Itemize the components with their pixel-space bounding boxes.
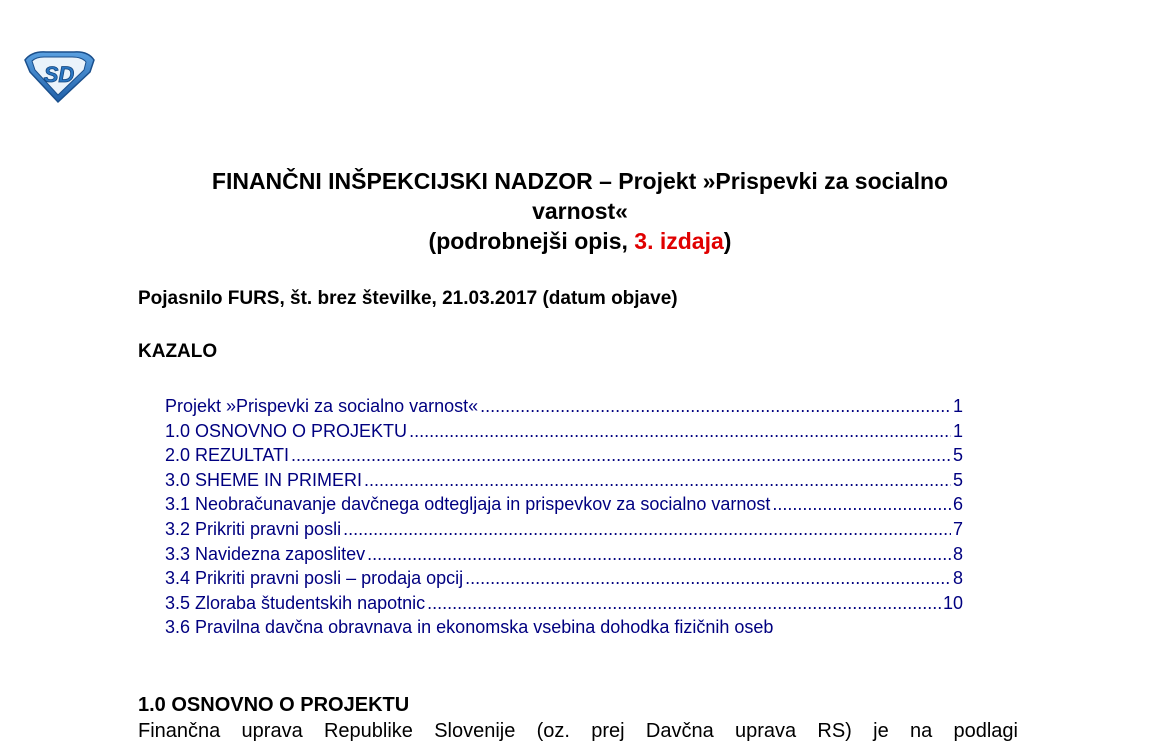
toc-entry-page: 8 xyxy=(952,543,963,564)
toc-entry-page: 1 xyxy=(952,396,963,416)
toc-entry-title: 3.3 Navidezna zaposlitev xyxy=(165,543,366,564)
toc-entry-title: 1.0 OSNOVNO O PROJEKTU xyxy=(165,420,408,441)
toc-entry[interactable] xyxy=(165,468,963,493)
title-line-1: FINANČNI INŠPEKCIJSKI NADZOR – Projekt »Prispevki za socialno xyxy=(211,168,949,194)
toc-entry[interactable] xyxy=(165,492,963,517)
toc-entry-page: 5 xyxy=(952,445,963,466)
document-subtitle: Pojasnilo FURS, št. brez številke, 21.03.2017 (datum objave) xyxy=(138,288,678,309)
sd-shield-logo-icon xyxy=(22,50,96,104)
toc-entry[interactable] xyxy=(165,517,963,542)
toc-entry[interactable] xyxy=(165,566,963,591)
toc-leader-dots xyxy=(409,419,951,444)
toc-entry-title: 3.6 Pravilna davčna obravnava in ekonomska vsebina dohodka fizičnih oseb xyxy=(165,617,774,638)
table-of-contents xyxy=(165,394,963,640)
toc-entry-page: 5 xyxy=(952,469,963,490)
section-heading: 1.0 OSNOVNO O PROJEKTU xyxy=(138,694,410,716)
toc-entry-page: 6 xyxy=(952,494,963,515)
toc-leader-dots xyxy=(772,492,951,517)
toc-entry-title: 3.0 SHEME IN PRIMERI xyxy=(165,469,363,490)
toc-entry-page: 8 xyxy=(952,568,963,589)
toc-entry-title: 2.0 REZULTATI xyxy=(165,445,290,466)
toc-entry-title: 3.1 Neobračunavanje davčnega odtegljaja in prispevkov za socialno varnost xyxy=(165,494,771,515)
toc-entry[interactable] xyxy=(165,443,963,468)
toc-entry-page: 1 xyxy=(952,420,963,441)
toc-leader-dots xyxy=(367,542,951,567)
document-title xyxy=(100,166,1060,256)
toc-entry[interactable] xyxy=(165,419,963,444)
toc-entry-page: 7 xyxy=(952,518,963,539)
title-line-3 xyxy=(100,226,1060,256)
section-paragraph: Finančna uprava Republike Slovenije (oz. prej Davčna uprava RS) je na podlagi xyxy=(138,720,1018,742)
toc-entry[interactable] xyxy=(165,591,963,616)
title-line-2: varnost« xyxy=(532,198,628,224)
toc-entry-title: Projekt »Prispevki za socialno varnost« xyxy=(165,396,479,416)
toc-entry-title: 3.2 Prikriti pravni posli xyxy=(165,518,342,539)
toc-entry-title: 3.4 Prikriti pravni posli – prodaja opcij xyxy=(165,568,464,589)
toc-entry[interactable] xyxy=(165,615,963,640)
toc-entry[interactable] xyxy=(165,542,963,567)
toc-heading: KAZALO xyxy=(138,341,218,362)
toc-entry-page: 10 xyxy=(942,592,963,613)
toc-leader-dots xyxy=(291,443,951,468)
title-edition-prefix: (podrobnejši opis, xyxy=(428,228,635,254)
toc-leader-dots xyxy=(364,468,951,493)
title-edition-highlight: 3. izdaja xyxy=(634,228,724,254)
toc-leader-dots xyxy=(465,566,951,591)
toc-leader-dots xyxy=(427,591,941,616)
toc-leader-dots xyxy=(343,517,951,542)
toc-entry[interactable] xyxy=(165,394,963,419)
toc-leader-dots xyxy=(480,394,951,419)
logo-text: SD xyxy=(43,62,75,87)
title-edition-suffix: ) xyxy=(723,228,732,254)
toc-entry-title: 3.5 Zloraba študentskih napotnic xyxy=(165,592,426,613)
